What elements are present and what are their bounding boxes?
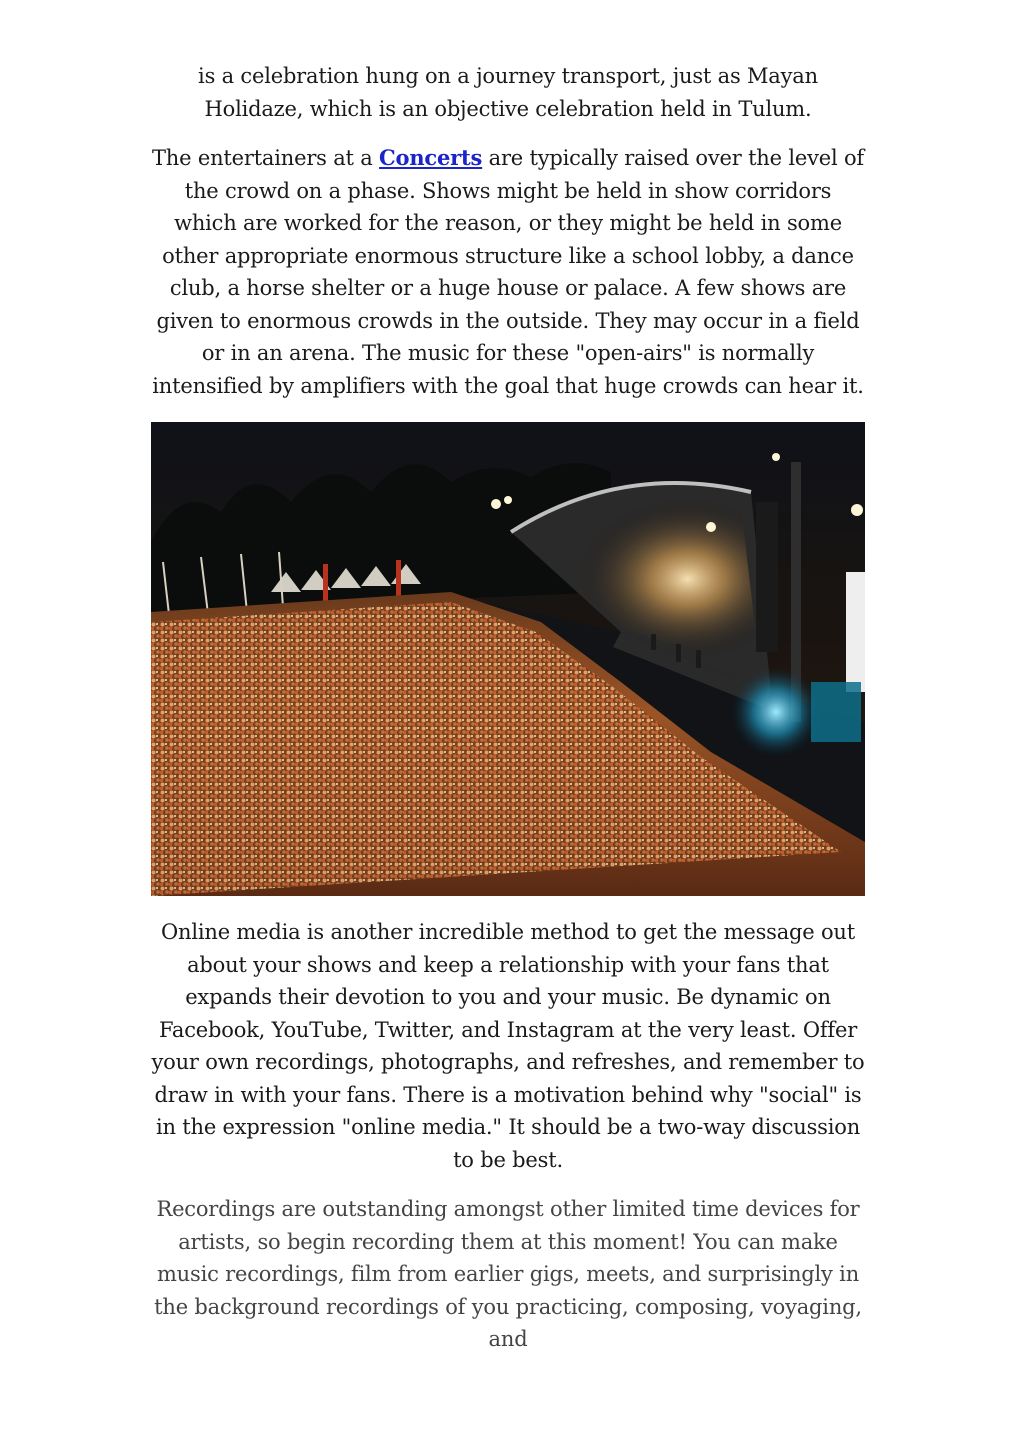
paragraph-concerts-before: The entertainers at a <box>152 146 380 170</box>
paragraph-online-media: Online media is another incredible method to get the message out about your shows and keep a relationship with your fans that expands their devotion to you and your music. Be dynamic on Facebook, YouTube, Twitter, and Instagram at the very least. Offer your own recordings, photographs, and refreshes, and remember to draw in with your fans. There is a motivation behind why "social" is in the expression "online media." It should be a two-way discussion to be best. <box>151 920 865 1172</box>
document-page <box>151 60 865 1356</box>
concert-photo <box>151 422 865 896</box>
paragraph-concerts-after: are typically raised over the level of the crowd on a phase. Shows might be held in show corridors which are worked for the reason, or they might be held in some other appropriate enormous structure like a school lobby, a dance club, a horse shelter or a huge house or palace. A few shows are given to enormous crowds in the outside. They may occur in a field or in an arena. The music for these "open-airs" is normally intensified by amplifiers with the goal that huge crowds can hear it. <box>152 146 864 398</box>
concerts-link[interactable]: Concerts <box>379 145 483 170</box>
paragraph-concerts <box>151 142 865 402</box>
paragraph-recordings: Recordings are outstanding amongst other limited time devices for artists, so begin recording them at this moment! You can make music recordings, film from earlier gigs, meets, and surprisingly in the background recordings of you practicing, composing, voyaging, and <box>154 1197 862 1351</box>
paragraph-intro: is a celebration hung on a journey transport, just as Mayan Holidaze, which is an objective celebration held in Tulum. <box>198 64 818 121</box>
